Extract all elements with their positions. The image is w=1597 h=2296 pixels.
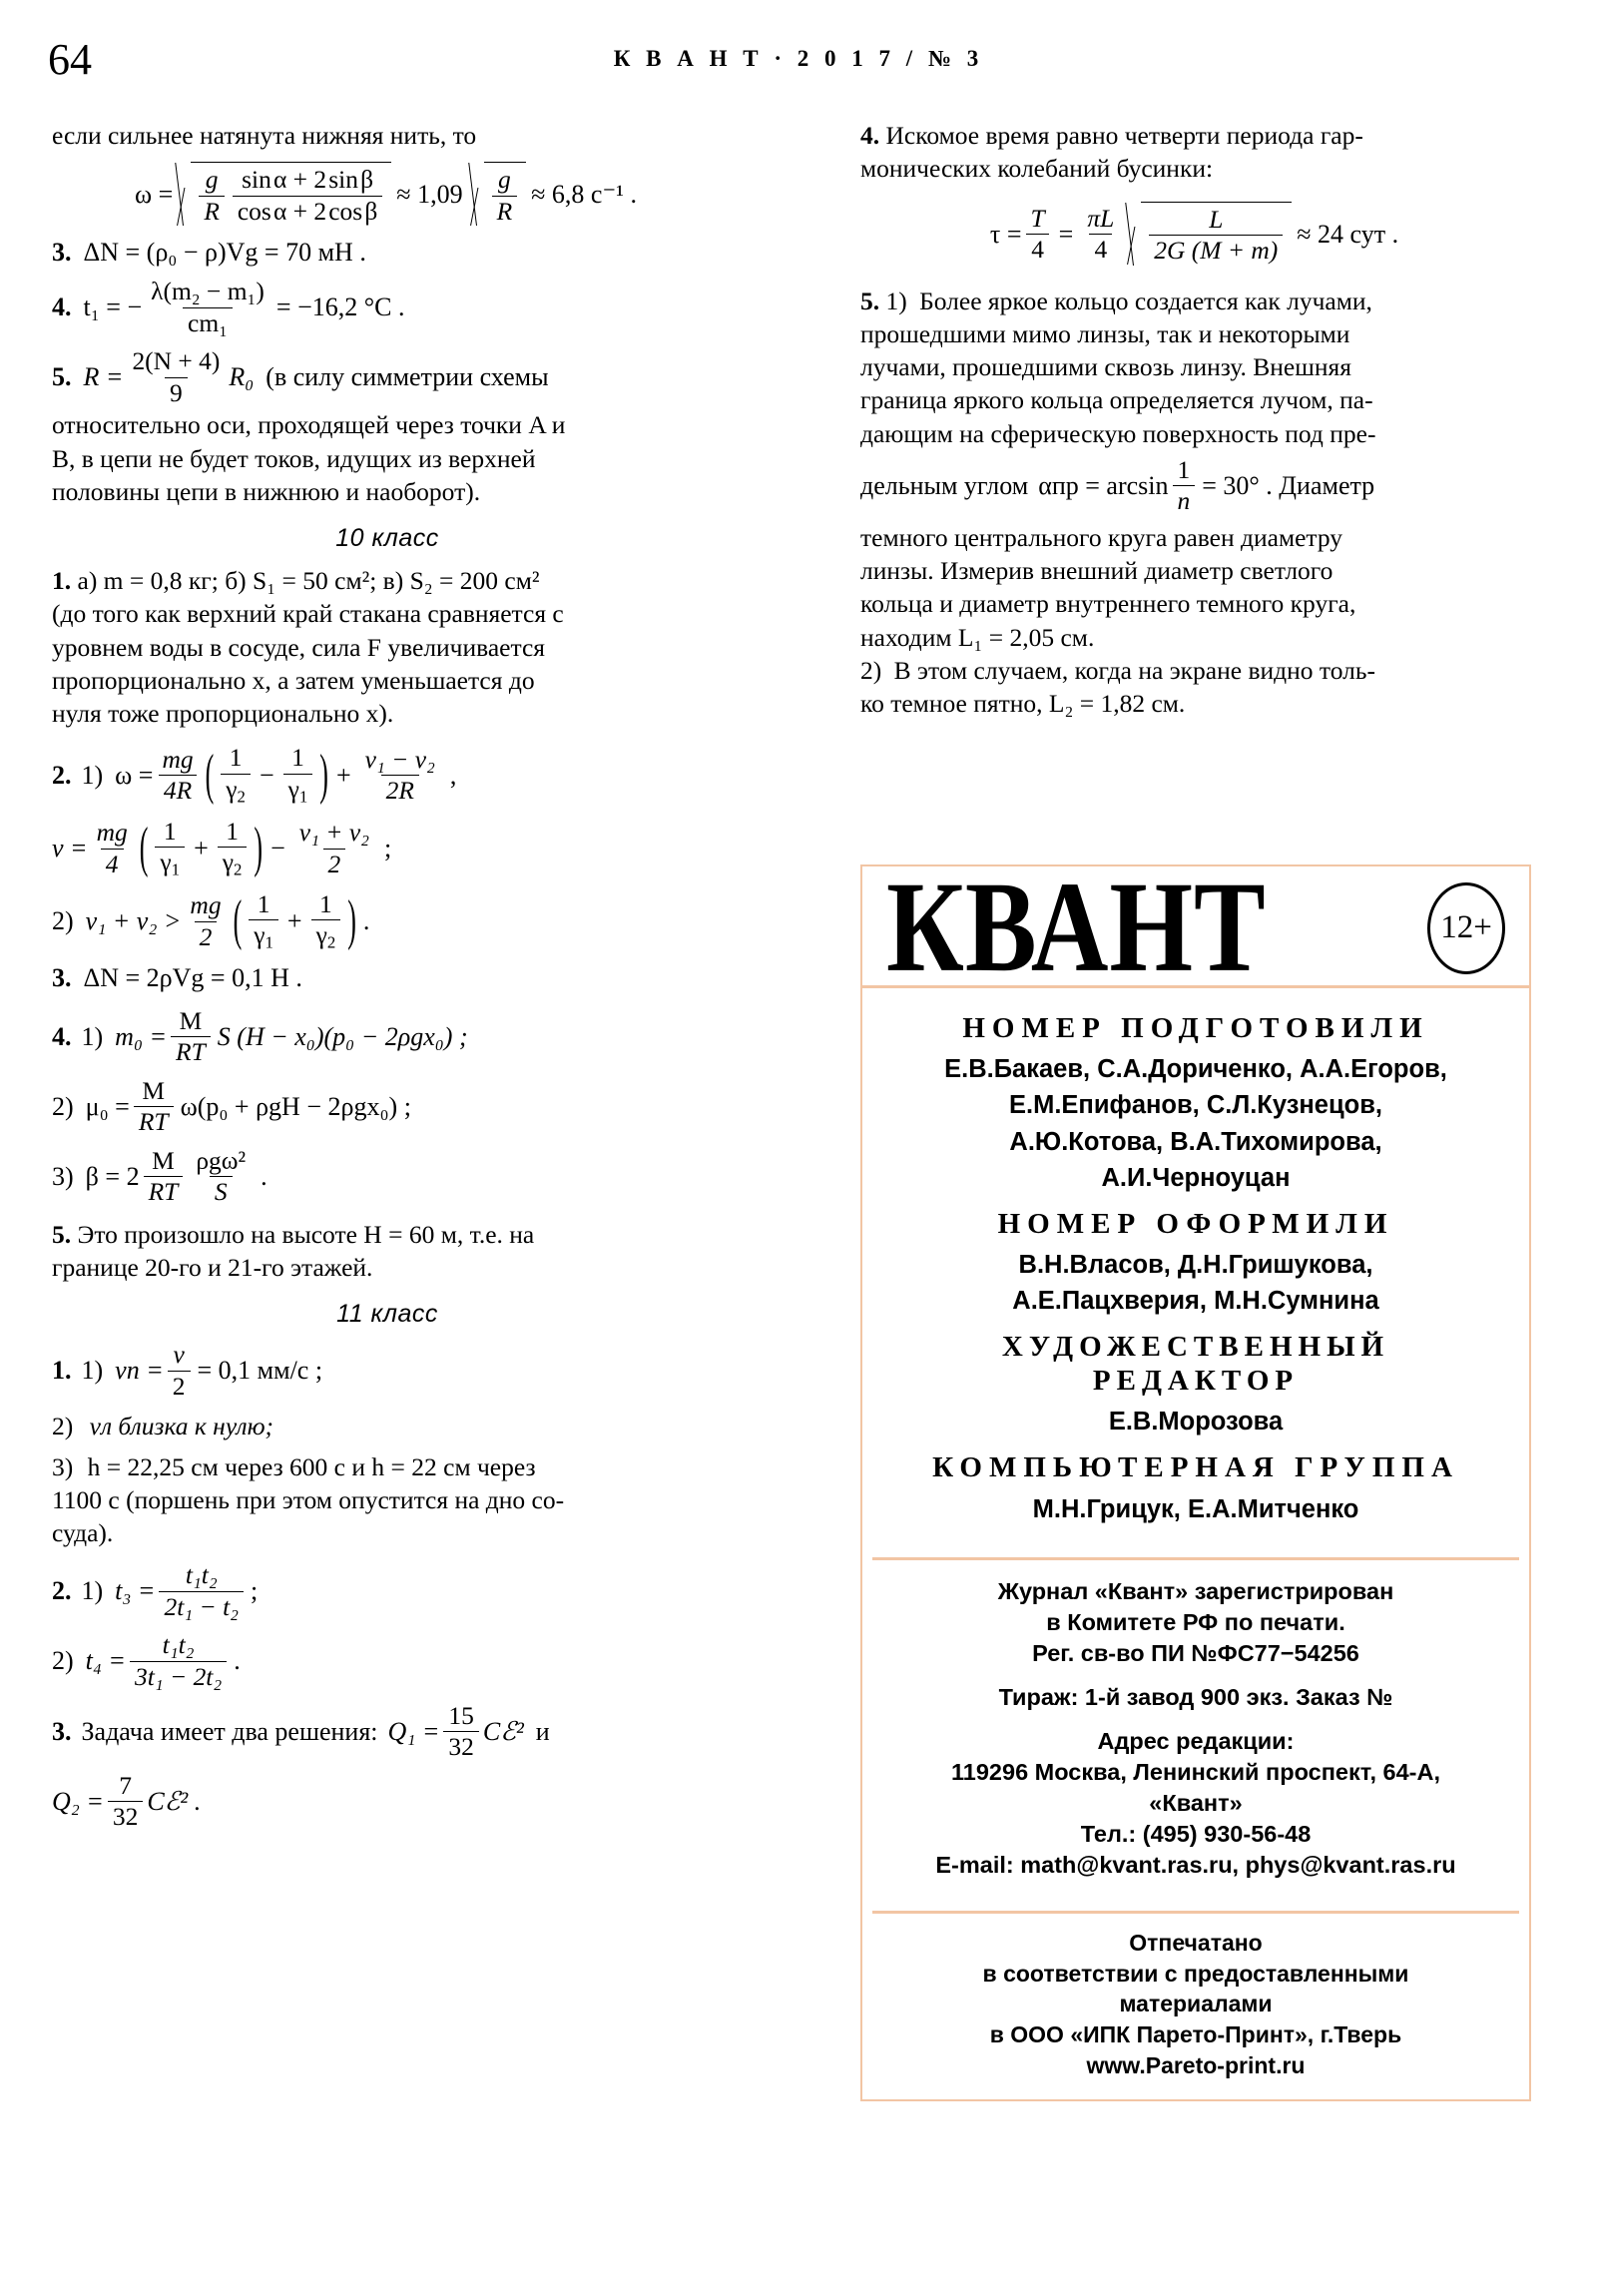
g10-item-4-sub-3: 3) [52, 1161, 74, 1191]
frac-mg-2-den: 2 [195, 921, 218, 952]
running-head [0, 35, 1597, 88]
frac-v-2-den: 2 [168, 1371, 191, 1402]
circulation-line: Тираж: 1-й завод 900 экз. Заказ № [998, 1683, 1393, 1710]
item-5-number: 5. [52, 362, 72, 392]
frac-M-RT-3 [144, 1147, 184, 1207]
g11-item-3-line-2 [52, 1772, 723, 1832]
frac-g-over-R: $\frac{g}{R}$ [199, 166, 225, 226]
omega-approx2: ≈ 6,8 с⁻¹ . [531, 180, 637, 210]
frac-7-32 [108, 1772, 143, 1832]
g10-item-1-line-4: пропорционально x, а затем уменьшается до [52, 665, 535, 695]
spacer [878, 1669, 1513, 1682]
g11-item-1-line-2 [52, 1411, 723, 1442]
right-paren: ) [319, 743, 328, 807]
frac-v-2-num: v [173, 1340, 185, 1370]
r-item-4-line-1 [860, 120, 1531, 152]
g10-item-4-number: 4. [52, 1021, 72, 1051]
g10-item-4-l3-lhs: β = 2 [85, 1161, 140, 1191]
g10-item-2-sub-1: 1) [81, 760, 104, 790]
g11-item-2-sub-2: 2) [52, 1646, 74, 1676]
item-4-numerator: λ(m₂ − m₁) [151, 277, 265, 306]
item-5-rhs: R₀ [229, 362, 255, 392]
art-editor-name: Е.В.Морозова [1108, 1408, 1284, 1436]
g10-item-4-l1-lhs: m₀ = [115, 1021, 168, 1051]
frac-piL-4 [1082, 205, 1119, 265]
frac-M-RT-3-den: RT [144, 1176, 184, 1207]
g10-item-2-v-lhs: v = [52, 834, 88, 863]
printed-line: в соответствии с предоставленными [982, 1960, 1409, 1987]
frac-mg-4R-num: mg [162, 744, 194, 774]
g11-item-1-l3a: h = 22,25 см через 600 с и h = 22 см через [87, 1451, 536, 1481]
frac-15-32-den: 32 [443, 1731, 478, 1762]
item-4-rhs: = −16,2 °C . [275, 292, 405, 322]
item-3-number: 3. [52, 238, 72, 268]
r-item-5-line-11 [860, 655, 1531, 687]
g10-item-4-l2-lhs: μ₀ = [85, 1091, 130, 1121]
frac-L-den: 2G (M + m) [1149, 235, 1283, 266]
item-4-denominator: cm₁ [183, 307, 233, 338]
g10-item-2-semicolon: ; [384, 834, 392, 863]
g11-item-2-sub-1: 1) [81, 1576, 104, 1606]
radical-icon [175, 162, 191, 228]
g10-item-1-number: 1. [52, 566, 72, 596]
item-5-denominator: 9 [165, 377, 188, 408]
printing-block [862, 1914, 1529, 2099]
item-5-numerator: 2(N + 4) [132, 346, 221, 376]
email-line[interactable]: E-mail: math@kvant.ras.ru, phys@kvant.ras.ru [935, 1851, 1456, 1878]
item-4 [52, 278, 723, 337]
g11-item-3-number: 3. [52, 1716, 72, 1746]
r-item-4-line-1-text: Искомое время равно четверти периода гар- [885, 121, 1363, 150]
g10-item-1-line-1 [52, 565, 723, 597]
frac-t1t2-b [130, 1631, 227, 1691]
frac-L-num: L [1209, 204, 1224, 234]
r-item-5-line-8: линзы. Измерив внешний диаметр светлого [860, 556, 1333, 586]
item-5-lhs: R = [83, 362, 124, 392]
r-item-5-line-9: кольца и диаметр внутреннего темного круга, [860, 589, 1356, 619]
r-item-4-line-2: монических колебаний бусинки: [860, 154, 1214, 184]
item-5-tail-2: относительно оси, проходящей через точки A и [52, 410, 566, 440]
g10-item-1-line-2: (до того как верхний край стакана сравняется с [52, 599, 564, 629]
g10-item-1-line-3: уровнем воды в сосуде, сила F увеличивается [52, 632, 546, 662]
frac-T-4-num: T [1030, 203, 1045, 233]
item-5-tail-1: (в силу симметрии схемы [266, 362, 549, 392]
g10-item-2-sub-2: 2) [52, 906, 74, 936]
printed-line: Отпечатано [1129, 1929, 1263, 1956]
g11-item-2-l2-lhs: t₄ = [85, 1646, 126, 1676]
item-3 [52, 238, 723, 268]
r-item-4-number: 4. [860, 121, 880, 150]
omega-approx1: ≈ 1,09 [396, 180, 463, 210]
prepared-name-line: Е.В.Бакаев, С.А.Дориченко, А.А.Егоров, [944, 1055, 1447, 1084]
registration-block [862, 1560, 1529, 1895]
left-column [52, 120, 723, 1842]
g10-item-4-sub-1: 1) [81, 1021, 104, 1051]
computer-group-heading: КОМПЬЮТЕРНАЯ ГРУППА [932, 1451, 1459, 1484]
g10-item-3-number: 3. [52, 962, 72, 992]
g11-item-1-sub-2: 2) [52, 1412, 74, 1441]
item-5 [52, 347, 723, 407]
prepared-name-line: Е.М.Епифанов, С.Л.Кузнецов, [1009, 1091, 1382, 1120]
g11-item-3-text: Задача имеет два решения: [81, 1716, 378, 1746]
g11-item-3-line-1 [52, 1702, 723, 1762]
g11-item-3-q2-rhs: Cℰ² . [147, 1786, 202, 1816]
r-item-5-line-1-text: Более яркое кольцо создается как лучами, [919, 286, 1372, 315]
designed-name-line: В.Н.Власов, Д.Н.Гришукова, [1018, 1251, 1373, 1280]
frac-mg-4-num: mg [96, 818, 128, 847]
frac-rho-g-omega-S [191, 1147, 251, 1207]
g10-item-1-line-1-text: а) m = 0,8 кг; б) S₁ = 50 см²; в) S₂ = 200 см² [77, 566, 540, 596]
g10-item-2-number: 2. [52, 760, 72, 790]
g10-item-5-line-2: границе 20-го и 21-го этажей. [52, 1253, 373, 1283]
g10-item-2-period: . [362, 906, 370, 936]
frac-mg-4 [92, 819, 133, 878]
r-item-5-line-12: ко темное пятно, L₂ = 1,82 см. [860, 689, 1186, 719]
g10-item-3 [52, 963, 723, 993]
g11-item-1-l2: vл близка к нулю; [89, 1412, 274, 1441]
credits-section [862, 988, 1529, 1541]
frac-v1-v2-num: v₁ − v₂ [364, 744, 435, 774]
g11-item-1-number: 1. [52, 1356, 72, 1386]
frac-sin-cos: $\frac{\text{sin α + 2 sin β}}{\text{cos α + 2 cos β}}$ [233, 166, 382, 226]
frac-mg-2 [185, 891, 226, 951]
frac-t1t2-a-den: 2t₁ − t₂ [159, 1591, 244, 1622]
g11-item-2-line-2 [52, 1631, 723, 1691]
frac-1-gamma1: $\frac{1}{\gamma_1}$ [283, 744, 313, 807]
left-paren-3: ( [233, 888, 243, 952]
g11-item-2-l2-rhs: . [234, 1646, 241, 1676]
kvant-logo: КВАНТ [886, 855, 1267, 999]
frac-M-RT-1-num: M [179, 1005, 203, 1035]
item-4-fraction [146, 278, 269, 337]
designed-heading: НОМЕР ОФОРМИЛИ [997, 1207, 1394, 1240]
g11-item-1-line-1 [52, 1341, 723, 1401]
frac-t1t2-a [159, 1561, 244, 1621]
g11-item-3-q1-rhs: Cℰ² [482, 1716, 524, 1746]
frac-rho-num: ρgω² [196, 1145, 247, 1175]
tau-rhs: ≈ 24 сут . [1297, 219, 1399, 249]
frac-T-4-den: 4 [1026, 234, 1049, 265]
g10-item-2-omega-lhs: ω = [115, 760, 154, 790]
registration-line: Журнал «Квант» зарегистрирован [997, 1577, 1394, 1604]
item-5-tail-4: половины цепи в нижнюю и наоборот). [52, 476, 481, 506]
r-item-5-line-3: лучами, прошедшими сквозь линзу. Внешняя [860, 352, 1351, 382]
r-item-5-line-1 [860, 286, 1531, 317]
colophon-box [860, 855, 1531, 2101]
r-item-5-alpha-line [860, 456, 1531, 516]
left-paren-2: ( [139, 816, 149, 879]
address-line: «Квант» [1149, 1789, 1243, 1816]
frac-v1pv2-2 [294, 819, 374, 878]
address-line: 119296 Москва, Ленинский проспект, 64-А, [951, 1758, 1440, 1785]
frac-7-32-num: 7 [119, 1770, 132, 1800]
frac-g-over-R-2: $\frac{g}{R}$ [492, 166, 518, 226]
frac-v1-v2-2R [360, 746, 440, 806]
item-4-lhs: t₁ = − [83, 292, 143, 322]
g11-item-2-l1-lhs: t₃ = [115, 1576, 156, 1606]
sqrt-symbol [175, 162, 391, 228]
r-item-5-line-6a: дельным углом [860, 470, 1029, 500]
item-5-tail-3: B, в цепи не будет токов, идущих из верхней [52, 443, 536, 473]
art-editor-heading-line-2: РЕДАКТОР [1092, 1364, 1300, 1397]
g10-item-4-line-1 [52, 1007, 723, 1067]
r-equation-tau [860, 202, 1531, 268]
class-11-heading: 11 класс [336, 1300, 438, 1329]
g10-item-4-l1-rhs: S (H − x₀)(p₀ − 2ρgx₀) ; [217, 1021, 468, 1051]
r-item-5-line-4: граница яркого кольца определяется лучом, па- [860, 385, 1373, 415]
frac-M-RT-2-num: M [142, 1075, 166, 1105]
printed-line: материалами [1119, 1991, 1273, 2017]
right-column [860, 120, 1531, 721]
frac-T-4 [1026, 205, 1050, 265]
r-item-5-line-11-text: В этом случаем, когда на экране видно толь- [893, 655, 1375, 685]
frac-mg-4R-den: 4R [159, 775, 197, 806]
g10-item-5-line-1 [52, 1219, 723, 1251]
frac-v1pv2-num: v₁ + v₂ [298, 818, 370, 847]
g10-item-2-eq-1: 2. 1) ω = $\frac{mg}{4R}$ ( $\frac{1}{\gamma_2}$ − $\frac{1}{\gamma_1}$ ) + $\frac{\text{v₁ − v₂}}{2R}$ , [52, 743, 457, 807]
frac-piL-4-num: πL [1087, 203, 1115, 233]
r-item-5-line-10: находим L₁ = 2,05 см. [860, 622, 1095, 652]
omega-lhs: ω = [135, 180, 174, 210]
g10-item-4-l3-rhs: . [261, 1161, 267, 1191]
class-10-heading: 10 класс [335, 524, 439, 553]
page-number: 64 [48, 35, 92, 84]
item-5-fraction [127, 347, 225, 407]
spacer [878, 1713, 1513, 1726]
g10-item-4-line-3 [52, 1147, 723, 1207]
intro-line: если сильнее натянута нижняя нить, то [52, 121, 477, 150]
frac-M-RT-1 [171, 1007, 211, 1067]
frac-mg-4-den: 4 [101, 849, 124, 879]
g10-item-1-line-5: нуля тоже пропорционально x). [52, 699, 394, 729]
frac-1-n-den: n [1173, 485, 1196, 516]
r-item-5-line-6b: = 30° . Диаметр [1202, 470, 1375, 500]
g11-item-1-l1-lhs: vп = [115, 1356, 164, 1386]
g11-item-1-l3c: суда). [52, 1518, 114, 1548]
g11-item-3-q1-lhs: Q₁ = [387, 1716, 440, 1746]
frac-rho-den: S [210, 1176, 233, 1207]
frac-v1pv2-den: 2 [323, 849, 346, 879]
frac-1-n [1173, 456, 1196, 516]
frac-M-RT-3-num: M [152, 1145, 175, 1175]
frac-piL-4-den: 4 [1089, 234, 1112, 265]
art-editor-heading-line-1: ХУДОЖЕСТВЕННЫЙ [1001, 1331, 1390, 1364]
sqrt-symbol-tau [1125, 202, 1292, 268]
frac-M-RT-2-den: RT [134, 1106, 174, 1137]
frac-1-n-num: 1 [1177, 454, 1191, 484]
sqrt-symbol-2 [468, 162, 527, 228]
g11-item-2-line-1 [52, 1561, 723, 1621]
g10-item-2-eq-3: 2) v₁ + v₂ > $\frac{mg}{2}$ ( $\frac{1}{\gamma_1}$ + $\frac{1}{\gamma_2}$ ) . [52, 888, 370, 952]
g11-item-1-l3b: 1100 с (поршень при этом опустится на дно со- [52, 1484, 565, 1514]
r-item-5-line-2: прошедшими мимо линзы, так и некоторыми [860, 318, 1350, 348]
printed-line: в ООО «ИПК Парето-Принт», г.Тверь [989, 2021, 1402, 2048]
frac-v-2 [168, 1341, 191, 1401]
r-item-5-number: 5. [860, 286, 880, 315]
printer-website[interactable]: www.Pareto-print.ru [1086, 2052, 1306, 2079]
journal-title-header: К В А Н Т · 2 0 1 7 / № 3 [613, 46, 984, 71]
g11-item-3-and: и [535, 1716, 550, 1746]
item-3-body: ΔN = (ρ₀ − ρ)Vg = 70 мН . [83, 238, 366, 268]
r-item-5-sub-2: 2) [860, 655, 882, 685]
frac-v1-v2-den: 2R [381, 775, 419, 806]
computer-group-names: М.Н.Грицук, Е.А.Митченко [1032, 1494, 1359, 1523]
frac-t1t2-b-den: 3t₁ − 2t₂ [130, 1661, 227, 1692]
frac-1-gamma2-b: $\frac{1}{\gamma_2}$ [218, 818, 248, 880]
g10-item-3-body: ΔN = 2ρVg = 0,1 Н . [83, 962, 302, 992]
prepared-name-line: А.И.Черноуцан [1101, 1163, 1291, 1192]
frac-7-32-den: 32 [108, 1801, 143, 1832]
g10-item-5-line-1-text: Это произошло на высоте H = 60 м, т.е. на [77, 1219, 535, 1249]
frac-t1t2-b-num: t₁t₂ [162, 1630, 195, 1660]
prepared-heading: НОМЕР ПОДГОТОВИЛИ [962, 1012, 1429, 1044]
prepared-name-line: А.Ю.Котова, В.А.Тихомирова, [1009, 1127, 1382, 1156]
r-item-5-line-7: темного центрального круга равен диаметру [860, 522, 1343, 552]
frac-mg-4R [157, 746, 198, 806]
g11-item-2-l1-rhs: ; [251, 1576, 259, 1606]
r-item-5-line-5: дающим на сферическую поверхность под пре- [860, 418, 1376, 448]
frac-mg-2-num: mg [190, 890, 222, 920]
frac-15-32-num: 15 [448, 1700, 474, 1730]
right-paren-2: ) [254, 816, 264, 879]
frac-1-gamma1-b: $\frac{1}{\gamma_1}$ [155, 818, 185, 880]
tau-lhs: τ = [989, 219, 1022, 249]
g10-item-2-ineq-lhs: v₁ + v₂ > [85, 906, 182, 936]
registration-line: Рег. св-во ПИ №ФС77−54256 [1032, 1639, 1359, 1666]
g11-item-1-sub-3: 3) [52, 1451, 74, 1481]
g10-item-2-eq-2: v = $\frac{mg}{4}$ ( $\frac{1}{\gamma_1}$ + $\frac{1}{\gamma_2}$ ) − $\frac{\text{v₁ + v₂}}{2}$ ; [52, 816, 392, 879]
designed-name-line: А.Е.Пацхверия, М.Н.Сумнина [1012, 1287, 1379, 1316]
g11-item-2-number: 2. [52, 1576, 72, 1606]
frac-t1t2-a-num: t₁t₂ [185, 1560, 218, 1590]
frac-M-RT-1-den: RT [171, 1036, 211, 1067]
right-paren-3: ) [347, 888, 356, 952]
address-heading: Адрес редакции: [1097, 1727, 1295, 1754]
radical-icon-3 [1125, 202, 1141, 268]
g10-item-5-number: 5. [52, 1219, 72, 1249]
g10-item-4-l2-rhs: ω(p₀ + ρgH − 2ρgx₀) ; [180, 1091, 411, 1121]
frac-M-RT-2 [134, 1077, 174, 1137]
frac-L-2GMm [1149, 206, 1283, 266]
left-paren: ( [205, 743, 215, 807]
frac-1-gamma2: $\frac{1}{\gamma_2}$ [221, 744, 251, 807]
frac-1-gamma1-c: $\frac{1}{\gamma_1}$ [249, 890, 278, 953]
phone-line[interactable]: Тел.: (495) 930-56-48 [1080, 1820, 1312, 1847]
item-4-number: 4. [52, 292, 72, 322]
r-item-5-sub-1: 1) [885, 286, 907, 315]
g10-item-2-comma: , [449, 760, 457, 790]
registration-line: в Комитете РФ по печати. [1046, 1608, 1345, 1635]
r-item-5-alpha: αпр = arcsin [1038, 470, 1169, 500]
frac-15-32 [443, 1702, 478, 1762]
g11-item-1-line-3 [52, 1451, 723, 1483]
g11-item-3-q2-lhs: Q₂ = [52, 1786, 104, 1816]
g10-item-4-sub-2: 2) [52, 1091, 74, 1121]
tau-equals: = [1058, 219, 1074, 249]
g11-item-1-sub-1: 1) [81, 1356, 104, 1386]
g10-item-4-line-2 [52, 1077, 723, 1137]
frac-1-gamma2-c: $\frac{1}{\gamma_2}$ [311, 890, 341, 953]
radical-icon-2 [468, 162, 484, 228]
logo-area [862, 855, 1529, 999]
age-rating-badge: 12+ [1427, 882, 1505, 974]
equation-omega [52, 162, 723, 228]
g11-item-1-l1-rhs: = 0,1 мм/с ; [197, 1356, 323, 1386]
